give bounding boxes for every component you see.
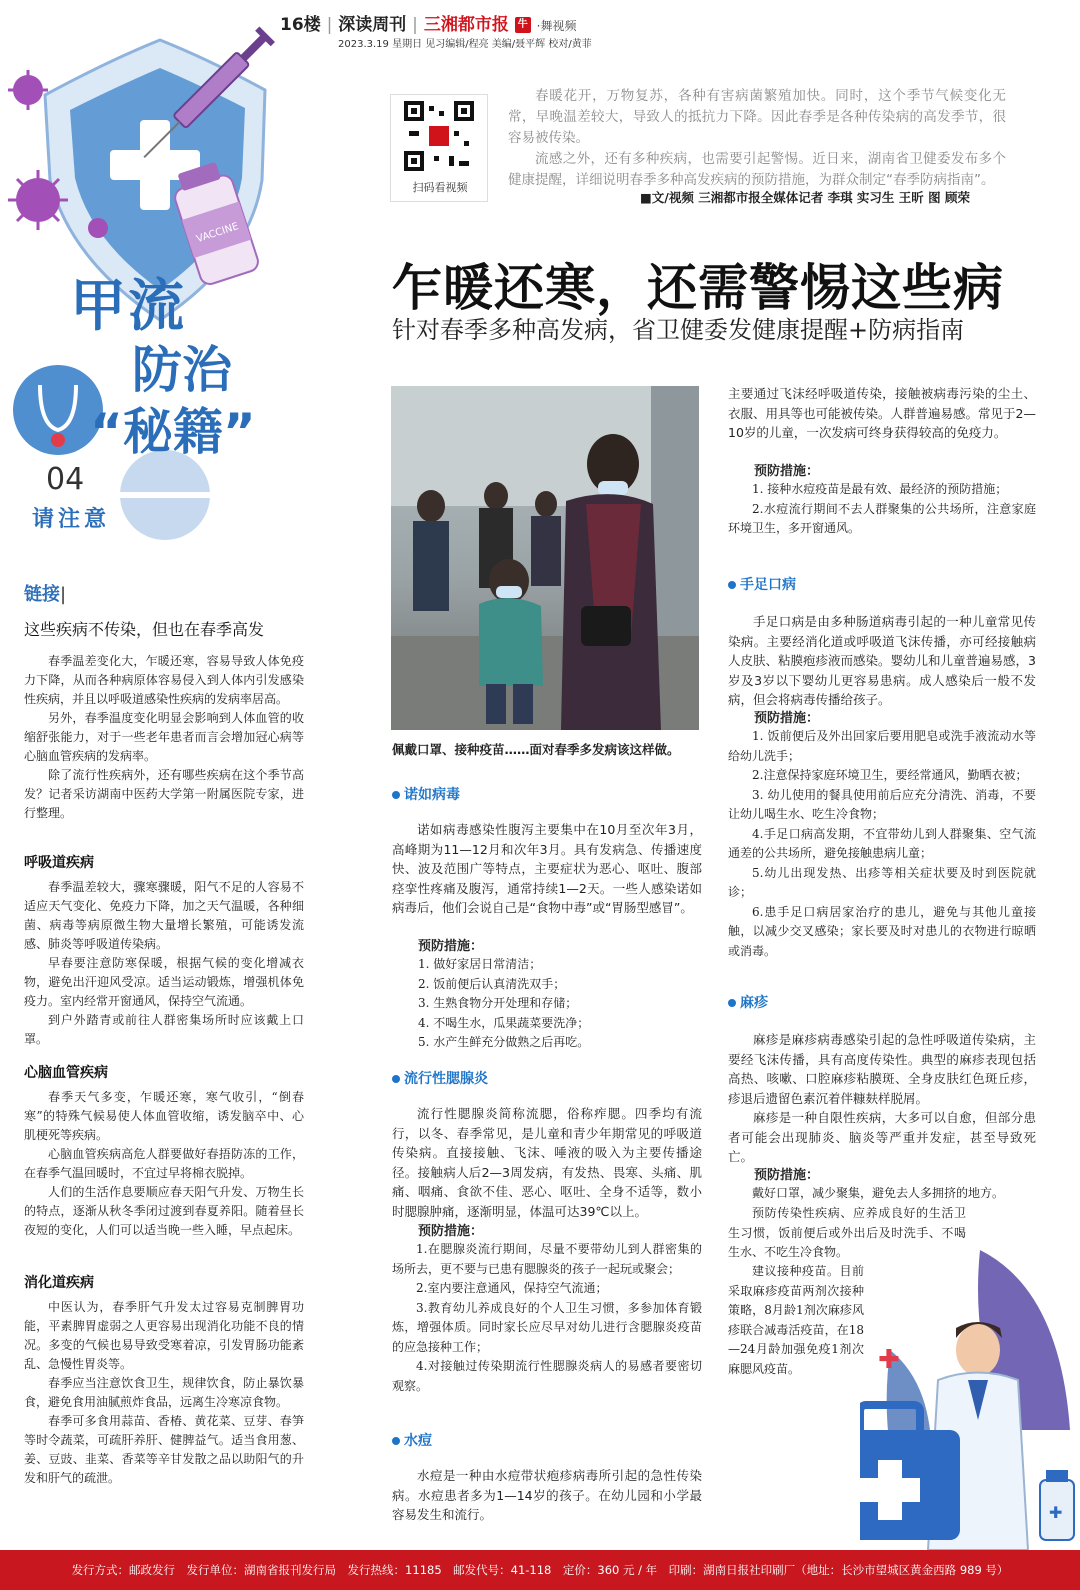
hfmd-measure-3: 3. 幼儿使用的餐具使用前后应充分清洗、消毒，不要让幼儿喝生水、吃生冷食物； xyxy=(728,787,1036,821)
resp-body xyxy=(24,878,304,1049)
measles-body xyxy=(728,1030,1036,1167)
theme-line-3: “秘籍” xyxy=(90,403,256,461)
mumps-measures xyxy=(392,1240,702,1396)
varicella-measure-1: 1. 接种水痘疫苗是最有效、最经济的预防措施； xyxy=(752,482,1008,496)
varicella-title xyxy=(392,1430,432,1450)
theme-tag: 请注意 xyxy=(32,507,111,532)
bullet-dot-icon xyxy=(728,581,736,589)
mumps-body xyxy=(392,1104,702,1221)
mumps-measure-1: 1.在腮腺炎流行期间，尽量不要带幼儿到人群密集的场所去，更不要与已患有腮腺炎的孩子一起玩或聚会； xyxy=(392,1242,702,1276)
digest-title: 消化道疾病 xyxy=(24,1275,94,1291)
mumps-title-text: 流行性腮腺炎 xyxy=(404,1071,488,1087)
news-photo xyxy=(391,386,699,730)
theme-illustration xyxy=(0,0,290,560)
headline: 乍暖还寒，还需警惕这些病 xyxy=(392,259,1004,317)
norovirus-measure-4: 4. 不喝生水，瓜果蔬菜要洗净； xyxy=(418,1015,590,1030)
varicella-body-text: 水痘是一种由水痘带状疱疹病毒所引起的急性传染病。水痘患者多为1—14岁的孩子。在幼儿园和小学最容易发生和流行。 xyxy=(392,1468,702,1522)
varicella-measures-title: 预防措施： xyxy=(754,464,820,479)
varicella-measure-2: 2.水痘流行期间不去人群聚集的公共场所，注意家庭环境卫生，多开窗通风。 xyxy=(728,501,1036,535)
mumps-measure-3: 3.教育幼儿养成良好的个人卫生习惯，多参加体育锻炼，增强体质。同时家长应尽早对幼儿进行含腮腺炎疫苗的应急接种工作； xyxy=(392,1300,702,1354)
qr-box[interactable] xyxy=(390,94,488,202)
mumps-measure-4: 4.对接触过传染期流行性腮腺炎病人的易感者要密切观察。 xyxy=(392,1359,702,1393)
byline: ■文/视频 三湘都市报全媒体记者 李琪 实习生 王昕 图 顾荣 xyxy=(640,190,970,205)
cardio-p2: 心脑血管疾病高危人群要做好春捂防冻的工作，在春季气温回暖时，不宜过早将棉衣脱掉。 xyxy=(24,1147,304,1180)
resp-p2: 早春要注意防寒保暖，根据气候的变化增减衣物，避免出汗迎风受凉。适当运动锻炼，增强机体免疫力。室内经常开窗通风，保持空气流通。 xyxy=(24,956,304,1008)
hfmd-title xyxy=(728,574,796,594)
measles-m3 xyxy=(728,1262,864,1379)
plus-icon: ✚ xyxy=(1049,1503,1063,1522)
intro-paragraph-2: 流感之外，还有多种疾病，也需要引起警惕。近日来，湖南省卫健委发布多个健康提醒，详细说明春季多种高发疾病的预防措施，为群众制定“春季防病指南”。 xyxy=(508,151,1006,188)
norovirus-measure-1: 1. 做好家居日常清洁； xyxy=(418,957,542,971)
masthead: 16楼 | 深读周刊 | 三湘都市报 牛 ·舞视频 2023.3.19 星期日 见习编辑/程亮 美编/聂平辉 校对/黄菲 xyxy=(280,15,592,50)
cardio-p1: 春季天气多变，乍暖还寒，寒气收引，“倒春寒”的特殊气候易使人体血管收缩，诱发脑卒中、心肌梗死等疾病。 xyxy=(24,1090,304,1142)
cardio-body xyxy=(24,1088,304,1240)
hfmd-body xyxy=(728,612,1036,710)
mumps-body-text: 流行性腮腺炎简称流腮，俗称痄腮。四季均有流行，以冬、春季常见，是儿童和青少年期常见的呼吸道传染病。直接接触、飞沫、唾液的吸入为主要传播途径。接触病人后2—3周发病，有发热、畏寒、头痛、肌痛、咽痛、食欲不佳、恶心、呕吐、全身不适等，数小时腮腺肿痛，逐渐明显，体温可达39℃以上。 xyxy=(392,1106,702,1219)
norovirus-measure-5: 5. 水产生鲜充分做熟之后再吃。 xyxy=(418,1035,590,1049)
link-intro-p2: 另外，春季温度变化明显会影响到人体血管的收缩舒张能力，对于一些老年患者而言会增加冠心病等心脑血管疾病的发病率。 xyxy=(24,711,304,763)
resp-title: 呼吸道疾病 xyxy=(24,855,94,871)
norovirus-measure-2: 2. 饭前便后认真清洗双手； xyxy=(418,976,566,991)
hfmd-body-text: 手足口病是由多种肠道病毒引起的一种儿童常见传染病。主要经消化道或呼吸道飞沫传播，亦可经接触病人皮肤、粘膜疱疹液而感染。婴幼儿和儿童普遍易感，3岁及3岁以下婴幼儿更容易患病。成人感染后一般不发病，但会将病毒传播给孩子。 xyxy=(728,614,1036,707)
measles-m2-text: 预防传染性疾病、应养成良好的生活卫生习惯，饭前便后或外出后及时洗手、不喝生水、不吃生冷食物。 xyxy=(728,1206,966,1259)
digest-body xyxy=(24,1298,304,1488)
norovirus-measures-title: 预防措施： xyxy=(418,939,484,954)
intro xyxy=(508,86,1006,191)
link-label-text: 链接 xyxy=(24,584,60,605)
bullet-dot-icon xyxy=(728,999,736,1007)
digest-p1: 中医认为，春季肝气升发太过容易克制脾胃功能，平素脾胃虚弱之人更容易出现消化功能不良的情况。多变的气候也易导致受寒着凉，引发胃肠功能紊乱、急慢性胃炎等。 xyxy=(24,1300,304,1371)
hfmd-measure-4: 4.手足口病高发期，不宜带幼儿到人群聚集、空气流通差的公共场所，避免接触患病儿童； xyxy=(728,826,1036,860)
measles-measures-title: 预防措施： xyxy=(754,1168,820,1183)
varicella-body xyxy=(392,1466,702,1525)
footer-bar xyxy=(0,1550,1080,1590)
bullet-dot-icon xyxy=(392,1437,400,1445)
video-logo-icon: 牛 xyxy=(515,17,531,33)
hfmd-measures-title: 预防措施： xyxy=(754,711,820,726)
varicella-cont xyxy=(728,384,1036,443)
measles-m1-text: 戴好口罩，减少聚集，避免去人多拥挤的地方。 xyxy=(752,1186,1005,1200)
column-name: 深读周刊 xyxy=(338,15,407,35)
doctor-illustration xyxy=(860,1230,1080,1550)
hfmd-measures xyxy=(728,727,1036,961)
intro-paragraph-1: 春暖花开，万物复苏，各种有害病菌繁殖加快。同时，这个季节气候变化无常，早晚温差较大，导致人的抵抗力下降。因此春季是各种传染病的高发季节，很容易被传染。 xyxy=(508,88,1006,146)
link-intro-p3: 除了流行性疾病外，还有哪些疾病在这个季节高发？记者采访湖南中医药大学第一附属医院专家，进行整理。 xyxy=(24,768,304,820)
theme-number: 04 xyxy=(46,462,85,497)
link-intro-p1: 春季温差变化大，乍暖还寒，容易导致人体免疫力下降，从而各种病原体容易侵入到人体内引发感染性疾病，并且以呼吸道感染性疾病的发病率居高。 xyxy=(24,654,304,706)
link-label: 链接| xyxy=(24,584,67,605)
hfmd-title-text: 手足口病 xyxy=(740,577,796,593)
edition-label: 楼 xyxy=(303,15,321,35)
mumps-measure-2: 2.室内要注意通风，保持空气流通； xyxy=(416,1281,608,1295)
measles-body-2: 麻疹是一种自限性疾病，大多可以自愈，但部分患者可能会出现肺炎、脑炎等严重并发症，甚至导致死亡。 xyxy=(728,1110,1036,1164)
qr-code-icon[interactable] xyxy=(404,101,474,171)
plus-icon: ✚ xyxy=(878,1345,900,1375)
norovirus-measures xyxy=(418,955,704,1053)
varicella-cont-text: 主要通过飞沫经呼吸道传染，接触被病毒污染的尘土、衣服、用具等也可能被传染。人群普遍易感。常见于2—10岁的儿童，一次发病可终身获得较高的免疫力。 xyxy=(728,386,1036,440)
mumps-measures-title: 预防措施： xyxy=(418,1224,484,1239)
measles-m1 xyxy=(728,1184,1036,1204)
page-number: 16 xyxy=(280,15,304,35)
link-intro xyxy=(24,652,304,823)
hfmd-measure-6: 6.患手足口病居家治疗的患儿，避免与其他儿童接触，以减少交叉感染；家长要及时对患儿的衣物进行晾晒或消毒。 xyxy=(728,904,1036,958)
norovirus-title xyxy=(392,784,460,804)
bullet-dot-icon xyxy=(392,1075,400,1083)
footer-text: 发行方式：邮政发行 发行单位：湖南省报刊发行局 发行热线：11185 邮发代号：41-118 定价：360 元 / 年 印刷：湖南日报社印刷厂（地址：长沙市望城区黄金西路 989 号） xyxy=(71,1563,1009,1577)
measles-title-text: 麻疹 xyxy=(740,995,768,1011)
cardio-p3: 人们的生活作息要顺应春天阳气升发、万物生长的特点，逐渐从秋冬季闭过渡到春夏养阳。随着昼长夜短的变化，人们可以适当晚一些入睡，早点起床。 xyxy=(24,1185,304,1237)
photo-illustration xyxy=(391,386,699,730)
varicella-title-text: 水痘 xyxy=(404,1433,432,1449)
photo-caption: 佩戴口罩、接种疫苗……面对春季多发病该这样做。 xyxy=(392,742,680,757)
norovirus-measure-3: 3. 生熟食物分开处理和存储； xyxy=(418,996,578,1010)
mumps-title xyxy=(392,1068,488,1088)
bullet-dot-icon xyxy=(392,791,400,799)
vaccine-label: VACCINE xyxy=(195,221,241,246)
hfmd-measure-5: 5.幼儿出现发热、出疹等相关症状要及时到医院就诊； xyxy=(728,865,1036,899)
norovirus-body-text: 诺如病毒感染性腹泻主要集中在10月至次年3月，高峰期为11—12月和次年3月。具有发病急、传播速度快、波及范围广等特点，主要症状为恶心、呕吐、腹部痉挛性疼痛及腹泻，通常持续1—2天。一些人感染诺如病毒后，他们会说自己是“食物中毒”或“胃肠型感冒”。 xyxy=(392,822,702,915)
theme-line-2: 防治 xyxy=(132,341,232,399)
video-label: ·舞视频 xyxy=(536,19,577,33)
hfmd-measure-2: 2.注意保持家庭环境卫生，要经常通风，勤晒衣被； xyxy=(752,768,1028,782)
norovirus-body xyxy=(392,820,702,918)
varicella-measures xyxy=(728,480,1036,539)
subheadline: 针对春季多种高发病，省卫健委发健康提醒+防病指南 xyxy=(392,316,965,344)
theme-line-1: 甲流 xyxy=(70,274,186,339)
link-title: 这些疾病不传染，但也在春季高发 xyxy=(24,620,265,639)
measles-title xyxy=(728,992,768,1012)
dateline: 2023.3.19 星期日 见习编辑/程亮 美编/聂平辉 校对/黄菲 xyxy=(338,39,592,50)
paper-name: 三湘都市报 xyxy=(423,15,509,35)
resp-p3: 到户外踏青或前往人群密集场所时应该戴上口罩。 xyxy=(24,1013,304,1046)
hfmd-measure-1: 1. 饭前便后及外出回家后要用肥皂或洗手液流动水等给幼儿洗手； xyxy=(728,729,1036,763)
cardio-title: 心脑血管疾病 xyxy=(24,1065,108,1081)
qr-caption: 扫码看视频 xyxy=(412,181,468,194)
digest-p3: 春季可多食用蒜苗、香椿、黄花菜、豆芽、春笋等时令蔬菜，可疏肝养肝、健脾益气。适当食用葱、姜、豆豉、韭菜、香菜等辛甘发散之品以助阳气的升发和肝气的疏泄。 xyxy=(24,1414,304,1485)
norovirus-title-text: 诺如病毒 xyxy=(404,787,460,803)
resp-p1: 春季温差较大，骤寒骤暖，阳气不足的人容易不适应天气变化、免疫力下降，加之天气温暖，各种细菌、病毒等病原微生物大量增长繁殖，可能诱发流感、肺炎等呼吸道传染病。 xyxy=(24,880,304,951)
measles-m3-text: 建议接种疫苗。目前采取麻疹疫苗两剂次接种策略，8月龄1剂次麻疹风疹联合减毒活疫苗，在18—24月龄加强免疫1剂次麻腮风疫苗。 xyxy=(728,1264,864,1376)
measles-body-1: 麻疹是麻疹病毒感染引起的急性呼吸道传染病，主要经飞沫传播，具有高度传染性。典型的麻疹表现包括高热、咳嗽、口腔麻疹粘膜斑、全身皮肤红色斑丘疹，疹退后遗留色素沉着伴糠麸样脱屑。 xyxy=(728,1032,1036,1106)
digest-p2: 春季应当注意饮食卫生，规律饮食，防止暴饮暴食，避免食用油腻煎炸食品，远离生冷寒凉食物。 xyxy=(24,1376,304,1409)
